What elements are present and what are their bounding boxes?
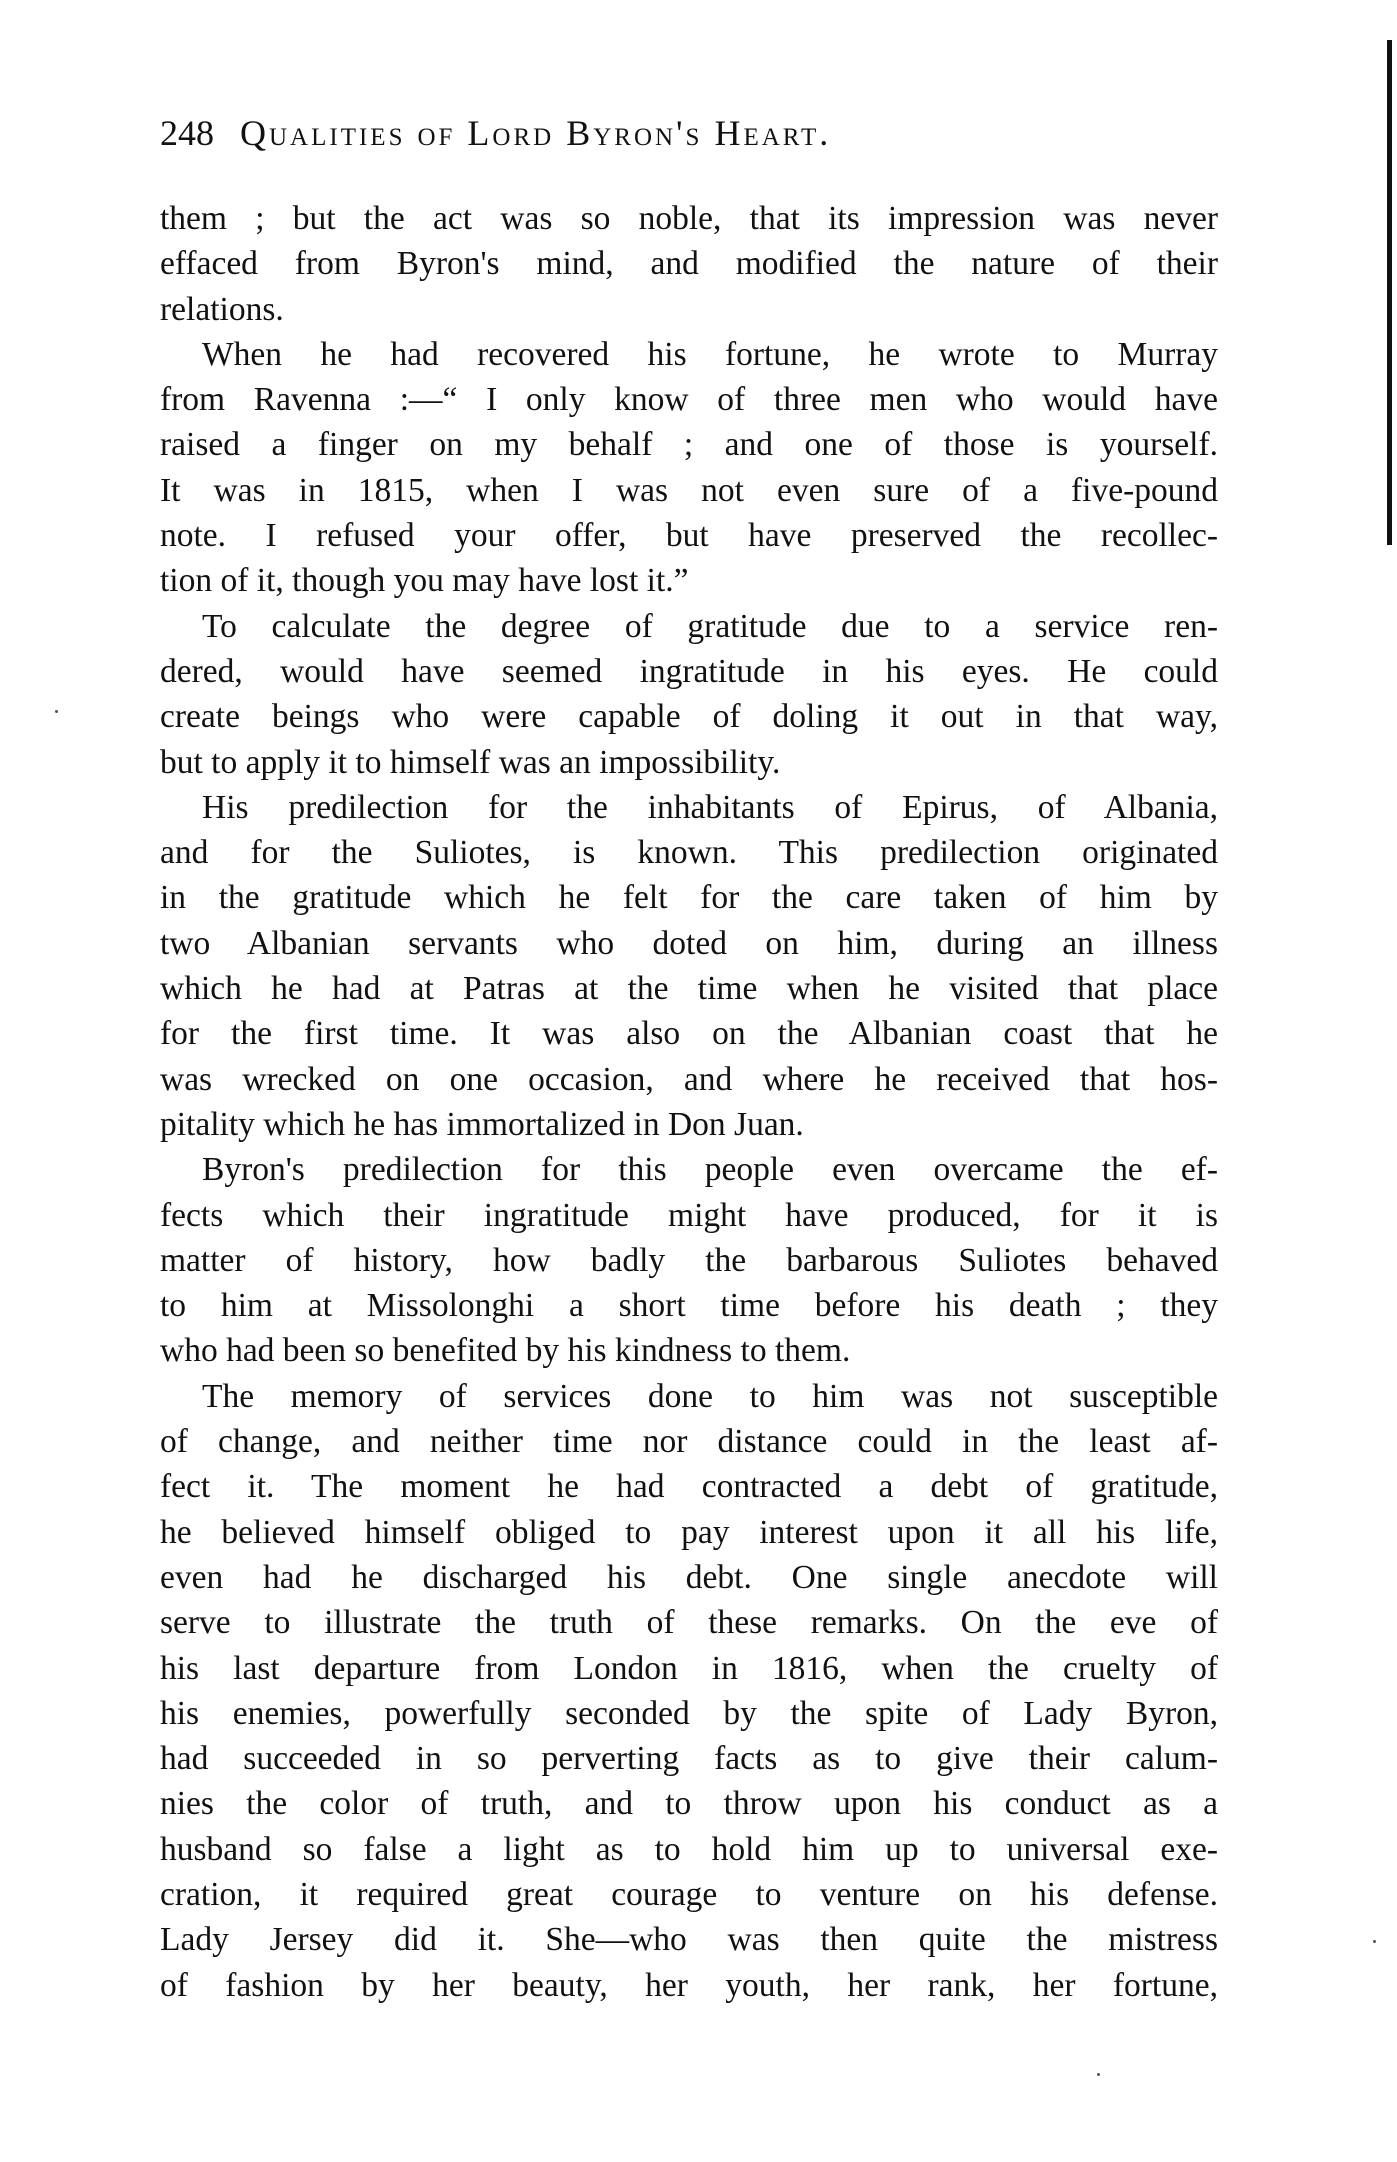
text-line: for the first time. It was also on the Albanian coast that he (160, 1015, 1218, 1053)
text-line: had succeeded in so perverting facts as to give their calum- (160, 1740, 1218, 1778)
text-line: even had he discharged his debt. One single anecdote will (160, 1558, 1218, 1596)
text-line: from Ravenna :—“ I only know of three men who would have (160, 381, 1218, 419)
text-line: fects which their ingratitude might have produced, for it is (160, 1196, 1218, 1234)
text-line: his enemies, powerfully seconded by the spite of Lady Byron, (160, 1694, 1218, 1732)
text-line: When he had recovered his fortune, he wrote to Murray (202, 335, 1218, 373)
text-line: to him at Missolonghi a short time before his death ; they (160, 1287, 1218, 1325)
text-line: His predilection for the inhabitants of Epirus, of Albania, (202, 788, 1218, 826)
text-line: was wrecked on one occasion, and where he received that hos- (160, 1060, 1218, 1098)
text-line: but to apply it to himself was an impossibility. (160, 743, 781, 781)
page-body (160, 196, 1218, 2008)
text-line: It was in 1815, when I was not even sure of a five-pound (160, 471, 1218, 509)
paragraph (160, 196, 1218, 332)
text-line: create beings who were capable of doling it out in that way, (160, 698, 1218, 736)
text-line: who had been so benefited by his kindness to them. (160, 1332, 851, 1370)
running-header (160, 112, 1220, 154)
scan-speck (1373, 1940, 1376, 1943)
text-line: note. I refused your offer, but have preserved the recollec- (160, 517, 1218, 555)
scan-speck (55, 710, 58, 713)
page-number: 248 (160, 113, 214, 153)
paragraph (160, 1147, 1218, 1373)
text-line: he believed himself obliged to pay interest upon it all his life, (160, 1513, 1218, 1551)
text-line: which he had at Patras at the time when he visited that place (160, 970, 1218, 1008)
text-line: matter of history, how badly the barbarous Suliotes behaved (160, 1241, 1218, 1279)
text-line: cration, it required great courage to venture on his defense. (160, 1875, 1218, 1913)
text-line: effaced from Byron's mind, and modified the nature of their (160, 245, 1218, 283)
text-line: The memory of services done to him was not susceptible (202, 1377, 1218, 1415)
text-line: two Albanian servants who doted on him, during an illness (160, 924, 1218, 962)
text-line: of change, and neither time nor distance could in the least af- (160, 1423, 1218, 1461)
text-line: his last departure from London in 1816, when the cruelty of (160, 1649, 1218, 1687)
text-line: Byron's predilection for this people even overcame the ef- (202, 1151, 1218, 1189)
scan-speck (1097, 2073, 1100, 2076)
text-line: husband so false a light as to hold him up to universal exe- (160, 1830, 1218, 1868)
scan-edge-bar (1387, 40, 1392, 545)
text-line: fect it. The moment he had contracted a debt of gratitude, (160, 1468, 1218, 1506)
running-title: Qualities of Lord Byron's Heart. (240, 113, 832, 153)
text-line: raised a finger on my behalf ; and one of those is yourself. (160, 426, 1218, 464)
text-line: To calculate the degree of gratitude due to a service ren- (202, 607, 1218, 645)
text-line: in the gratitude which he felt for the care taken of him by (160, 879, 1218, 917)
text-line: tion of it, though you may have lost it.” (160, 562, 689, 600)
text-line: nies the color of truth, and to throw upon his conduct as a (160, 1785, 1218, 1823)
text-line: serve to illustrate the truth of these remarks. On the eve of (160, 1604, 1218, 1642)
text-line: pitality which he has immortalized in Don Juan. (160, 1105, 804, 1143)
text-line: Lady Jersey did it. She—who was then quite the mistress (160, 1921, 1218, 1959)
paragraph (160, 1374, 1218, 2008)
paragraph (160, 785, 1218, 1147)
text-line: relations. (160, 290, 284, 328)
text-line: and for the Suliotes, is known. This predilection originated (160, 834, 1218, 872)
paragraph (160, 332, 1218, 604)
paragraph (160, 604, 1218, 785)
text-line: dered, would have seemed ingratitude in his eyes. He could (160, 652, 1218, 690)
text-line: them ; but the act was so noble, that its impression was never (160, 200, 1218, 237)
text-line: of fashion by her beauty, her youth, her rank, her fortune, (160, 1966, 1218, 2004)
